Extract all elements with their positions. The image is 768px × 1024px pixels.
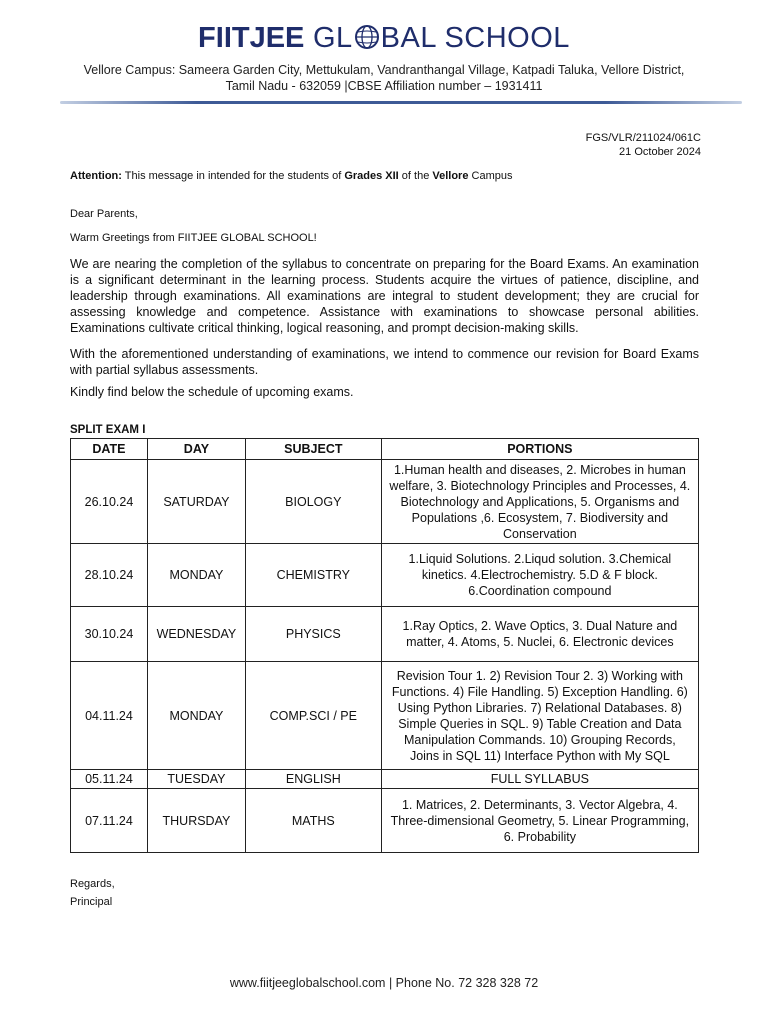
closing-regards: Regards, (70, 878, 115, 890)
cell-portions: Revision Tour 1. 2) Revision Tour 2. 3) Working with Functions. 4) File Handling. 5) Exception Handling. 6) Using Python Libraries. 7) Relational Databases. 8) Simple Queries in SQL. 9) Table Creation and Data Manipulation Commands. 10) Grouping Records, Joins in SQL 11) Interface Python with My SQL (381, 662, 698, 770)
header-subject: SUBJECT (245, 439, 381, 460)
cell-day: MONDAY (147, 662, 245, 770)
cell-subject: CHEMISTRY (245, 544, 381, 607)
exam-schedule-table (70, 438, 699, 853)
header-divider (60, 101, 742, 104)
cell-day: MONDAY (147, 544, 245, 607)
table-row (71, 789, 699, 853)
cell-subject: BIOLOGY (245, 460, 381, 544)
address-line-2: Tamil Nadu - 632059 |CBSE Affiliation number – 1931411 (225, 79, 543, 93)
table-row (71, 544, 699, 607)
attention-grade: Grades XII (344, 170, 399, 182)
cell-day: THURSDAY (147, 789, 245, 853)
attention-campus: Vellore (432, 170, 469, 182)
cell-date: 04.11.24 (71, 662, 148, 770)
cell-date: 26.10.24 (71, 460, 148, 544)
cell-day: SATURDAY (147, 460, 245, 544)
attention-label: Attention: (70, 170, 122, 182)
cell-subject: COMP.SCI / PE (245, 662, 381, 770)
section-title: SPLIT EXAM I (70, 424, 146, 436)
attention-line (70, 170, 512, 182)
school-logo (0, 22, 768, 55)
cell-subject: MATHS (245, 789, 381, 853)
cell-day: WEDNESDAY (147, 607, 245, 662)
table-header-row (71, 439, 699, 460)
footer-contact: www.fiitjeeglobalschool.com | Phone No. 72 328 328 72 (229, 976, 539, 990)
reference-block (586, 131, 701, 159)
header-date: DATE (71, 439, 148, 460)
logo-brand: FIITJEE (198, 22, 305, 54)
cell-portions: 1. Matrices, 2. Determinants, 3. Vector Algebra, 4. Three-dimensional Geometry, 5. Linear Programming, 6. Probability (381, 789, 698, 853)
cell-portions: 1.Human health and diseases, 2. Microbes in human welfare, 3. Biotechnology Principles and Processes, 4. Biotechnology and Applications, 5. Organisms and Populations ,6. Ecosystem, 7. Biodiversity and Conservation (381, 460, 698, 544)
reference-number: FGS/VLR/211024/061C (585, 132, 701, 144)
attention-text-3: Campus (468, 170, 513, 182)
cell-date: 28.10.24 (71, 544, 148, 607)
cell-date: 07.11.24 (71, 789, 148, 853)
paragraph-schedule: Kindly find below the schedule of upcoming exams. (70, 385, 354, 399)
cell-date: 05.11.24 (71, 770, 148, 789)
cell-date: 30.10.24 (71, 607, 148, 662)
address-line-1: Vellore Campus: Sameera Garden City, Mettukulam, Vandranthangal Village, Katpadi Taluka, Vellore District, (83, 63, 685, 77)
cell-subject: ENGLISH (245, 770, 381, 789)
cell-portions: FULL SYLLABUS (381, 770, 698, 789)
cell-portions: 1.Ray Optics, 2. Wave Optics, 3. Dual Nature and matter, 4. Atoms, 5. Nuclei, 6. Electronic devices (381, 607, 698, 662)
cell-subject: PHYSICS (245, 607, 381, 662)
table-row (71, 770, 699, 789)
paragraph-revision: With the aforementioned understanding of examinations, we intend to commence our revision for Board Exams with partial syllabus assessments. (70, 347, 699, 377)
table-row (71, 460, 699, 544)
closing-block (70, 875, 115, 911)
header-portions: PORTIONS (381, 439, 698, 460)
salutation: Dear Parents, (70, 208, 138, 220)
table-row (71, 607, 699, 662)
logo-right: BAL SCHOOL (380, 22, 570, 54)
table-row (71, 662, 699, 770)
attention-text-1: This message in intended for the students of (121, 170, 345, 182)
paragraph-intro: We are nearing the completion of the syllabus to concentrate on preparing for the Board Exams. An examination is a significant determinant in the learning process. Students acquire the virtues of patience, discipline, and leadership through examinations. All examinations are integral to student development; they are crucial for assessing knowledge and competence. Assistance with examinations to showcase personal abilities. Examinations cultivate critical thinking, logical reasoning, and prompt decision-making skills. (70, 257, 699, 335)
reference-date: 21 October 2024 (619, 146, 701, 158)
closing-signatory: Principal (70, 896, 113, 908)
logo-left: GL (312, 22, 353, 54)
globe-icon (354, 24, 380, 50)
header-day: DAY (147, 439, 245, 460)
campus-address (50, 62, 718, 94)
cell-day: TUESDAY (147, 770, 245, 789)
attention-text-2: of the (398, 170, 433, 182)
cell-portions: 1.Liquid Solutions. 2.Liqud solution. 3.Chemical kinetics. 4.Electrochemistry. 5.D & F block. 6.Coordination compound (381, 544, 698, 607)
greeting: Warm Greetings from FIITJEE GLOBAL SCHOOL! (70, 232, 317, 244)
